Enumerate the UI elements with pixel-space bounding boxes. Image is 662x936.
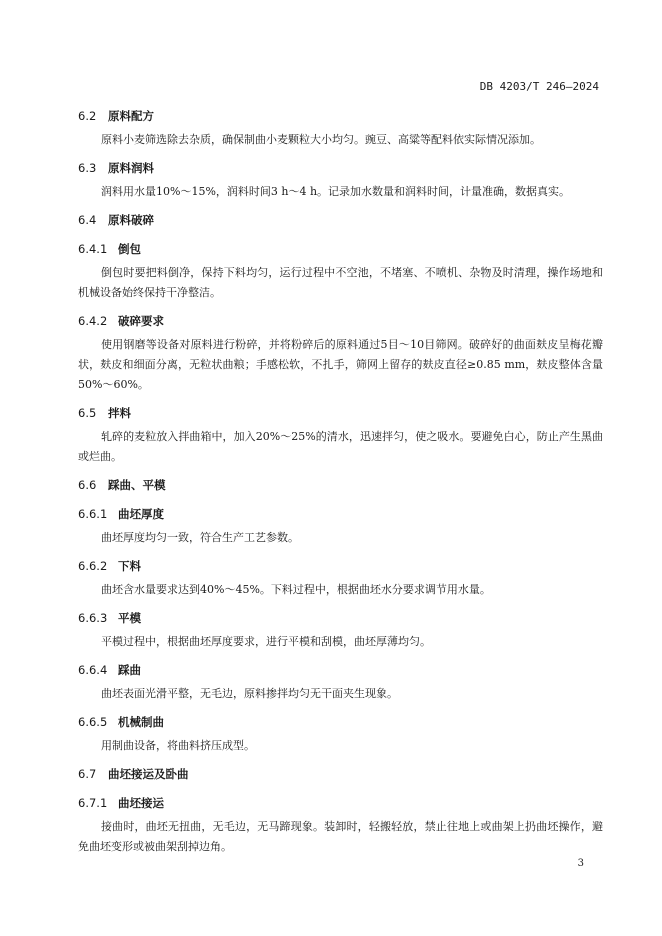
- section-title: 曲坯厚度: [118, 507, 164, 521]
- subsection-heading: [78, 558, 603, 574]
- subsection-heading: [78, 610, 603, 626]
- section-number: 6.7.1: [78, 796, 108, 810]
- section-title: 曲坯接运及卧曲: [108, 767, 189, 781]
- section-title: 倒包: [118, 242, 141, 256]
- section-heading: [78, 477, 603, 493]
- document-code: DB 4203/T 246—2024: [479, 80, 599, 93]
- subsection-heading: [78, 313, 603, 329]
- section-paragraph: 使用钢磨等设备对原料进行粉碎，并将粉碎后的原料通过5目～10目筛网。破碎好的曲面麸皮呈梅花瓣状，麸皮和细面分离，无粒状曲粮；手感松软，不扎手，筛网上留存的麸皮直径≥0.85 mm，麸皮整体含量50%～60%。: [78, 338, 603, 391]
- section-title: 曲坯接运: [118, 796, 164, 810]
- page-number: 3: [577, 858, 584, 869]
- section-title: 拌料: [108, 406, 131, 420]
- section-number: 6.2: [78, 109, 97, 123]
- section-paragraph: 曲坯厚度均匀一致，符合生产工艺参数。: [101, 531, 299, 544]
- section-number: 6.6.1: [78, 507, 108, 521]
- document-body: [78, 108, 603, 857]
- section-number: 6.4.2: [78, 314, 108, 328]
- section-title: 破碎要求: [118, 314, 164, 328]
- section-paragraph: 用制曲设备，将曲料挤压成型。: [101, 739, 255, 752]
- section-title: 踩曲: [118, 663, 141, 677]
- section-number: 6.5: [78, 406, 97, 420]
- section-paragraph: 曲坯表面光滑平整，无毛边，原料掺拌均匀无干面夹生现象。: [101, 687, 398, 700]
- section-paragraph: 润料用水量10%～15%，润料时间3 h～4 h。记录加水数量和润料时间，计量准确，数据真实。: [101, 185, 571, 198]
- subsection-heading: [78, 795, 603, 811]
- subsection-heading: [78, 714, 603, 730]
- section-heading: [78, 405, 603, 421]
- section-number: 6.4: [78, 213, 97, 227]
- section-heading: [78, 212, 603, 228]
- section-number: 6.6.4: [78, 663, 108, 677]
- section-paragraph: 曲坯含水量要求达到40%～45%。下料过程中，根据曲坯水分要求调节用水量。: [101, 583, 491, 596]
- section-number: 6.6.3: [78, 611, 108, 625]
- section-heading: [78, 766, 603, 782]
- section-number: 6.4.1: [78, 242, 108, 256]
- section-paragraph: 接曲时，曲坯无扭曲，无毛边，无马蹄现象。装卸时，轻搬轻放，禁止往地上或曲架上扔曲坯操作，避免曲坯变形或被曲架刮掉边角。: [78, 820, 603, 853]
- section-number: 6.7: [78, 767, 97, 781]
- section-title: 原料润料: [108, 161, 154, 175]
- section-number: 6.6.5: [78, 715, 108, 729]
- section-paragraph: 原料小麦筛选除去杂质，确保制曲小麦颗粒大小均匀。豌豆、高粱等配料依实际情况添加。: [101, 133, 541, 146]
- section-number: 6.6: [78, 478, 97, 492]
- section-title: 平模: [118, 611, 141, 625]
- section-paragraph: 倒包时要把料倒净，保持下料均匀，运行过程中不空池，不堵塞、不喷机、杂物及时清理，操作场地和机械设备始终保持干净整洁。: [78, 266, 603, 299]
- subsection-heading: [78, 662, 603, 678]
- section-title: 原料配方: [108, 109, 154, 123]
- section-heading: [78, 108, 603, 124]
- section-number: 6.3: [78, 161, 97, 175]
- section-title: 踩曲、平模: [108, 478, 166, 492]
- section-title: 原料破碎: [108, 213, 154, 227]
- subsection-heading: [78, 506, 603, 522]
- section-paragraph: 轧碎的麦粒放入拌曲箱中，加入20%～25%的清水，迅速拌匀，使之吸水。要避免白心，防止产生黑曲或烂曲。: [78, 430, 603, 463]
- section-title: 下料: [118, 559, 141, 573]
- section-heading: [78, 160, 603, 176]
- section-paragraph: 平模过程中，根据曲坯厚度要求，进行平模和刮模，曲坯厚薄均匀。: [101, 635, 431, 648]
- section-number: 6.6.2: [78, 559, 108, 573]
- subsection-heading: [78, 241, 603, 257]
- section-title: 机械制曲: [118, 715, 164, 729]
